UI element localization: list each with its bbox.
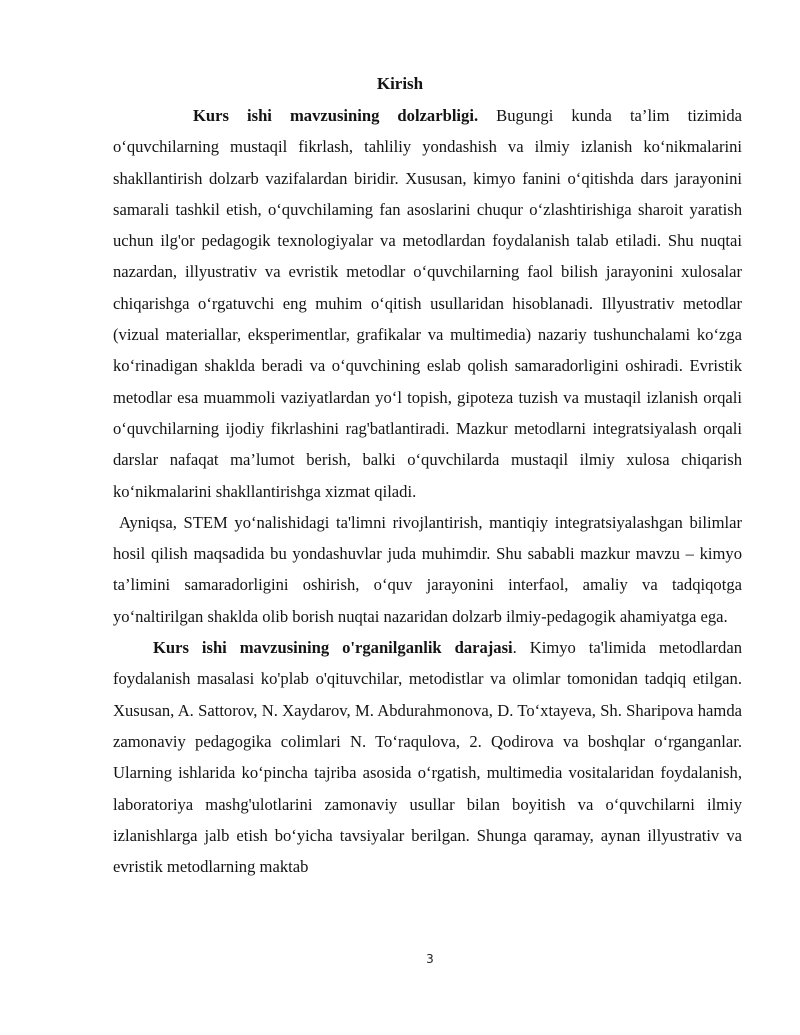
document-body bbox=[113, 100, 742, 882]
paragraph-text-stem: Ayniqsa, STEM yo‘nalishidagi ta'limni rivojlantirish, mantiqiy integratsiyalashgan bilimlar hosil qilish maqsadida bu yondashuvlar juda muhimdir. Shu sababli mazkur mavzu – kimyo ta’limini samaradorligini oshirish, o‘quv jarayonini interfaol, amaliy va tadqiqotga yo‘naltirilgan shaklda olib borish nuqtai nazaridan dolzarb ilmiy-pedagogik ahamiyatga ega. bbox=[113, 512, 742, 626]
paragraph-study-level bbox=[113, 632, 742, 882]
paragraph-lead-relevance: Kurs ishi mavzusining dolzarbligi. bbox=[193, 106, 479, 125]
paragraph-stem bbox=[113, 507, 742, 632]
page-number: 3 bbox=[426, 952, 434, 966]
paragraph-text-study-level: . Kimyo ta'limida metodlardan foydalanish masalasi ko'plab o'qituvchilar, metodistlar va olimlar tomonidan tadqiq etilgan. Xususan, A. Sattorov, N. Xaydarov, M. Abdurahmonova, D. To‘xtayeva, Sh. Sharipova hamda zamonaviy pedagogika colimlari N. To‘raqulova, 2. Qodirova va boshqlar o‘rganganlar. Ularning ishlarida ko‘pincha tajriba asosida o‘rgatish, multimedia vositalaridan foydalanish, laboratoriya mashg'ulotlarini zamonaviy usullar bilan boyitish va o‘quvchilarni ilmiy izlanishlarga jalb etish bo‘yicha tavsiyalar berilgan. Shunga qaramay, aynan illyustrativ va evristik metodlarning maktab bbox=[113, 638, 742, 877]
paragraph-text-relevance: Bugungi kunda ta’lim tizimida o‘quvchilarning mustaqil fikrlash, tahliliy yondashish va ilmiy izlanish ko‘nikmalarini shakllantirish dolzarb vazifalardan biridir. Xususan, kimyo fanini o‘qitishda dars jarayonini samarali tashkil etish, o‘quvchilaming fan asoslarini chuqur o‘zlashtirishiga sharoit yaratish uchun ilg'or pedagogik texnologiyalar va metodlardan foydalanish talab etiladi. Shu nuqtai nazardan, illyustrativ va evristik metodlar o‘quvchilarning faol bilish jarayonini xulosalar chiqarishga o‘rgatuvchi eng muhim o‘qitish usullaridan hisoblanadi. Illyustrativ metodlar (vizual materiallar, eksperimentlar, grafikalar va multimedia) nazariy tushunchalami ko‘zga ko‘rinadigan shaklda beradi va o‘quvchining eslab qolish samaradorligini oshiradi. Evristik metodlar esa muammoli vaziyatlardan yo‘l topish, gipoteza tuzish va mustaqil izlanish orqali o‘quvchilarning ijodiy fikrlashini rag'batlantiradi. Mazkur metodlarni integratsiyalash orqali darslar nafaqat ma’lumot berish, balki o‘quvchilarda mustaqil ilmiy xulosa chiqarish ko‘nikmalarini shakllantirishga xizmat qiladi. bbox=[113, 106, 742, 501]
paragraph-lead-study-level: Kurs ishi mavzusining o'rganilganlik darajasi bbox=[153, 638, 513, 658]
paragraph-relevance bbox=[113, 100, 742, 507]
page-title: Kirish bbox=[376, 74, 424, 93]
